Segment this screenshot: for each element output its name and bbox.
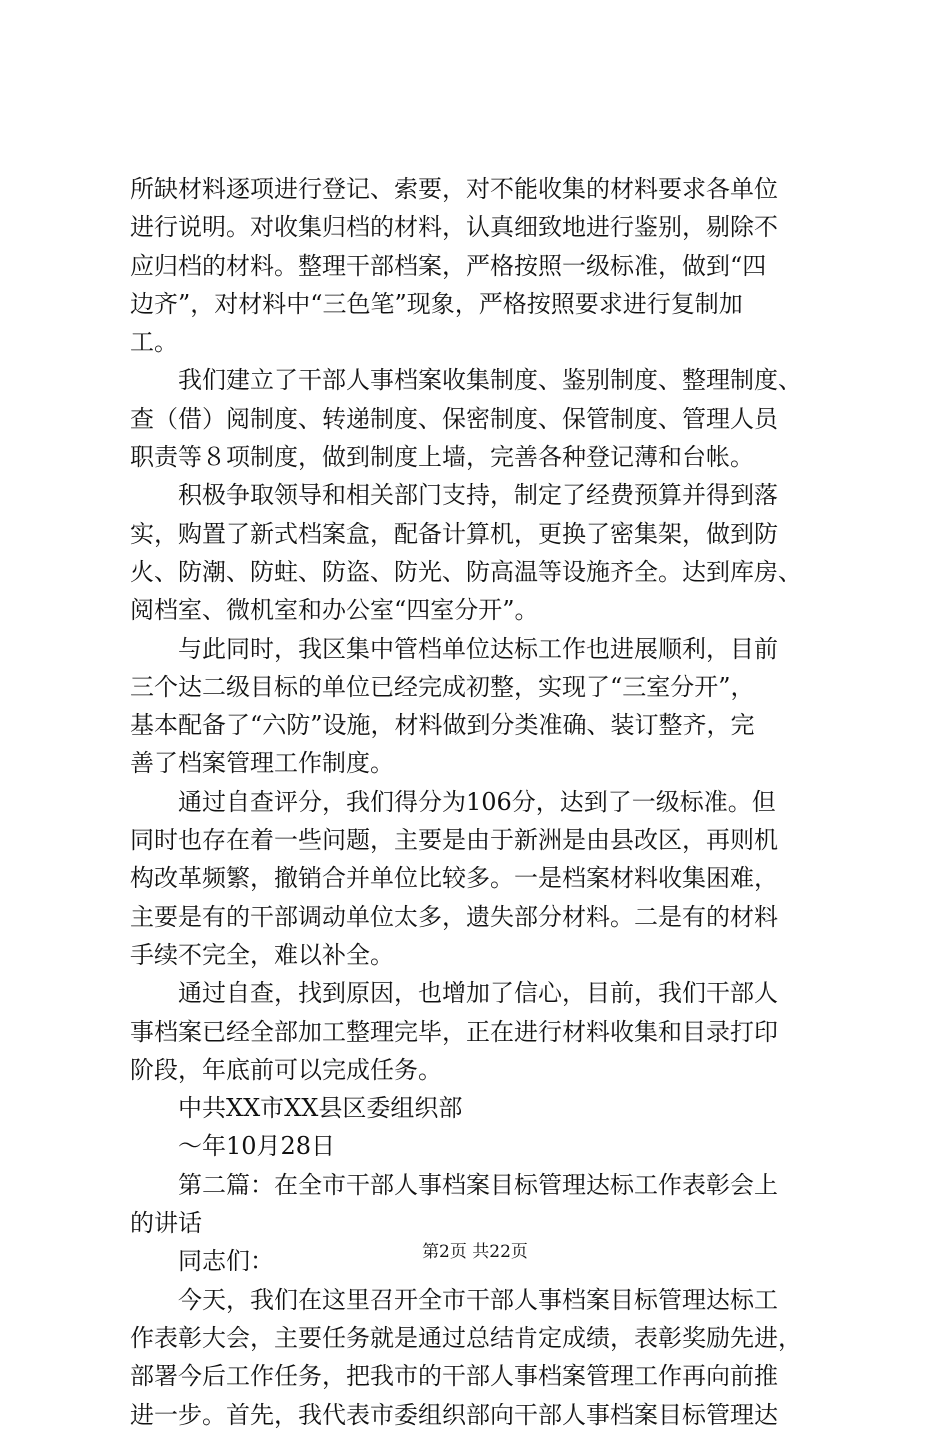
- text-line: 构改革频繁，撤销合并单位比较多。一是档案材料收集困难，: [130, 864, 778, 893]
- section-title: 第二篇：在全市干部人事档案目标管理达标工作表彰会上: [178, 1170, 778, 1199]
- paragraph-start: 积极争取领导和相关部门支持，制定了经费预算并得到落: [178, 481, 778, 510]
- text-line: 基本配备了“六防”设施，材料做到分类准确、装订整齐，完: [130, 711, 755, 740]
- text-line: 三个达二级目标的单位已经完成初整，实现了“三室分开”，: [130, 672, 755, 701]
- text-line: 阅档室、微机室和办公室“四室分开”。: [130, 596, 539, 625]
- text-line: 善了档案管理工作制度。: [130, 749, 394, 778]
- text-line: 作表彰大会，主要任务就是通过总结肯定成绩，表彰奖励先进，: [130, 1323, 802, 1352]
- text-line: 查（借）阅制度、转递制度、保密制度、保管制度、管理人员: [130, 404, 778, 433]
- paragraph-start: 我们建立了干部人事档案收集制度、鉴别制度、整理制度、: [178, 366, 802, 395]
- text-line: 事档案已经全部加工整理完毕，正在进行材料收集和目录打印: [130, 1017, 778, 1046]
- paragraph-start: 今天，我们在这里召开全市干部人事档案目标管理达标工: [178, 1285, 778, 1314]
- text-line: 进行说明。对收集归档的材料，认真细致地进行鉴别，剔除不: [130, 213, 778, 242]
- text-line: 边齐”，对材料中“三色笔”现象，严格按照要求进行复制加: [130, 289, 743, 318]
- section-title-cont: 的讲话: [130, 1209, 202, 1238]
- paragraph-start: 通过自查，找到原因，也增加了信心，目前，我们干部人: [178, 979, 778, 1008]
- text-line: 部署今后工作任务，把我市的干部人事档案管理工作再向前推: [130, 1362, 778, 1391]
- text-line: 火、防潮、防蛀、防盗、防光、防高温等设施齐全。达到库房、: [130, 557, 802, 586]
- text-line: 主要是有的干部调动单位太多，遗失部分材料。二是有的材料: [130, 902, 778, 931]
- salutation: 同志们：: [178, 1247, 274, 1276]
- text-line: 应归档的材料。整理干部档案，严格按照一级标准，做到“四: [130, 251, 767, 280]
- text-line: 实，购置了新式档案盒，配备计算机，更换了密集架，做到防: [130, 519, 778, 548]
- text-line: 同时也存在着一些问题，主要是由于新洲是由县改区，再则机: [130, 826, 778, 855]
- text-line: 阶段，年底前可以完成任务。: [130, 1055, 442, 1084]
- text-line: 工。: [130, 328, 178, 357]
- signature-date: ～年10月28日: [178, 1132, 336, 1161]
- signature-org: 中共XX市XX县区委组织部: [178, 1094, 463, 1123]
- text-line: 进一步。首先，我代表市委组织部向干部人事档案目标管理达: [130, 1400, 778, 1429]
- text-line: 手续不完全，难以补全。: [130, 940, 394, 969]
- text-line: 所缺材料逐项进行登记、索要，对不能收集的材料要求各单位: [130, 175, 778, 203]
- page-footer: 第2页 共22页: [422, 1242, 528, 1262]
- text-line: 职责等８项制度，做到制度上墙，完善各种登记薄和台帐。: [130, 443, 754, 472]
- paragraph-start: 与此同时，我区集中管档单位达标工作也进展顺利，目前: [178, 634, 778, 663]
- paragraph-start: 通过自查评分，我们得分为106分，达到了一级标准。但: [178, 787, 776, 816]
